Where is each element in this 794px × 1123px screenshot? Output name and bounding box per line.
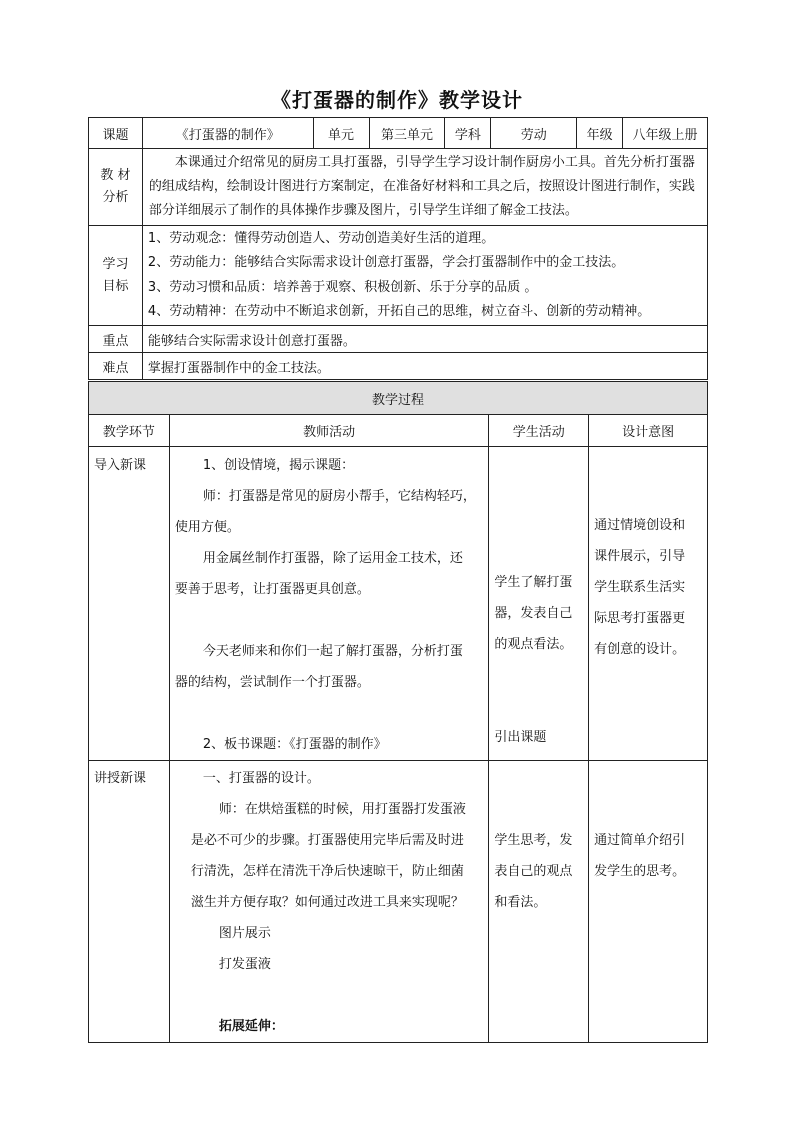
document-title: 《打蛋器的制作》教学设计	[271, 88, 523, 112]
analysis-row	[89, 149, 708, 226]
subject-value: 劳动	[491, 118, 577, 149]
key-label: 重点	[89, 326, 143, 353]
info-table	[88, 117, 708, 380]
student-line: 器，发表自己	[494, 606, 573, 621]
topic-label: 课题	[89, 118, 143, 149]
teacher-line: 行清洗，怎样在清洗干净后快速晾干，防止细菌	[190, 864, 464, 879]
teacher-line: 器的结构，尝试制作一个打蛋器。	[174, 675, 370, 690]
goal-item: 4、劳动精神：在劳动中不断追求创新，开拓自己的思维，树立奋斗、创新的劳动精神。	[147, 304, 651, 319]
intro-teacher-activity	[169, 447, 488, 761]
key-text: 能够结合实际需求设计创意打蛋器。	[142, 326, 707, 353]
goal-item: 3、劳动习惯和品质：培养善于观察、积极创新、乐于分享的品质 。	[147, 279, 538, 295]
process-title-row	[89, 382, 708, 415]
intro-row	[89, 447, 708, 761]
unit-label: 单元	[313, 118, 369, 149]
student-line: 学生了解打蛋	[494, 575, 573, 590]
stage-label: 导入新课	[94, 458, 147, 473]
teacher-line: 使用方便。	[174, 520, 240, 535]
teacher-line: 拓展延伸：	[218, 1019, 284, 1034]
goal-item: 1、劳动观念：懂得劳动创造人、劳动创造美好生活的道理。	[147, 230, 495, 246]
lesson-row	[89, 761, 708, 1043]
intent-line: 课件展示，引导	[594, 549, 686, 564]
teacher-line: 要善于思考，让打蛋器更具创意。	[174, 582, 370, 597]
stage-label: 讲授新课	[94, 771, 147, 786]
intent-line: 有创意的设计。	[594, 642, 686, 657]
teacher-line: 用金属丝制作打蛋器，除了运用金工技术，还	[202, 551, 463, 566]
student-line: 学生思考，发	[494, 833, 573, 848]
lesson-stage	[89, 761, 170, 1043]
goals-row	[89, 226, 708, 326]
difficulty-row	[89, 353, 708, 380]
student-line: 和看法。	[494, 895, 547, 910]
teacher-line: 师：打蛋器是常见的厨房小帮手，它结构轻巧，	[202, 489, 476, 504]
intro-student-activity	[489, 447, 589, 761]
process-section-title: 教学过程	[89, 382, 708, 415]
intro-stage	[89, 447, 170, 761]
lesson-student-activity	[489, 761, 589, 1043]
process-header-row	[89, 415, 708, 447]
unit-value: 第三单元	[369, 118, 445, 149]
goals-label-line-1: 学习	[102, 256, 129, 272]
key-row	[89, 326, 708, 353]
goals-label	[89, 226, 143, 326]
student-line: 引出课题	[494, 730, 547, 745]
teacher-line: 滋生并方便存取？如何通过改进工具来实现呢？	[190, 895, 464, 910]
intent-line: 学生联系生活实	[594, 580, 686, 595]
analysis-label-line-2: 分析	[102, 190, 129, 205]
subject-label: 学科	[445, 118, 491, 149]
goals-list	[142, 226, 707, 326]
student-line: 的观点看法。	[494, 637, 573, 652]
intent-line: 通过简单介绍引	[594, 833, 686, 848]
lesson-teacher-activity	[169, 761, 488, 1043]
analysis-label-line-1: 教 材	[100, 168, 131, 183]
analysis-label	[89, 149, 143, 226]
lesson-design-intent	[589, 761, 708, 1043]
goals-label-line-2: 目标	[102, 278, 129, 294]
process-table	[88, 381, 708, 1043]
difficulty-label: 难点	[89, 353, 143, 380]
teacher-line: 2、板书课题：《打蛋器的制作》	[202, 737, 387, 752]
intent-line: 发学生的思考。	[594, 864, 686, 879]
teacher-line: 打发蛋液	[218, 957, 271, 972]
intro-design-intent	[589, 447, 708, 761]
goal-item: 2、劳动能力：能够结合实际需求设计创意打蛋器，学会打蛋器制作中的金工技法。	[147, 255, 625, 270]
teacher-line: 图片展示	[218, 926, 271, 941]
header-teacher: 教师活动	[169, 415, 488, 447]
analysis-text: 本课通过介绍常见的厨房工具打蛋器，引导学生学习设计制作厨房小工具。首先分析打蛋器的组成结构，绘制设计图进行方案制定，在准备好材料和工具之后，按照设计图进行制作，实践部分详细展示了制作的具体操作步骤及图片，引导学生详细了解金工技法。	[142, 149, 707, 226]
grade-label: 年级	[577, 118, 623, 149]
difficulty-text: 掌握打蛋器制作中的金工技法。	[142, 353, 707, 380]
intent-line: 通过情境创设和	[594, 518, 686, 533]
grade-value: 八年级上册	[623, 118, 708, 149]
teacher-line: 师：在烘焙蛋糕的时候，用打蛋器打发蛋液	[218, 802, 466, 817]
header-intent: 设计意图	[589, 415, 708, 447]
intent-line: 际思考打蛋器更	[594, 611, 686, 626]
student-line: 表自己的观点	[494, 864, 573, 879]
teacher-line: 是必不可少的步骤。打蛋器使用完毕后需及时进	[190, 833, 464, 848]
header-student: 学生活动	[489, 415, 589, 447]
header-stage: 教学环节	[89, 415, 170, 447]
teacher-line: 1、创设情境，揭示课题：	[202, 458, 355, 473]
topic-value: 《打蛋器的制作》	[142, 118, 313, 149]
teacher-line: 一、打蛋器的设计。	[202, 771, 320, 786]
teacher-line: 今天老师来和你们一起了解打蛋器，分析打蛋	[202, 644, 463, 659]
topic-row	[89, 118, 708, 149]
